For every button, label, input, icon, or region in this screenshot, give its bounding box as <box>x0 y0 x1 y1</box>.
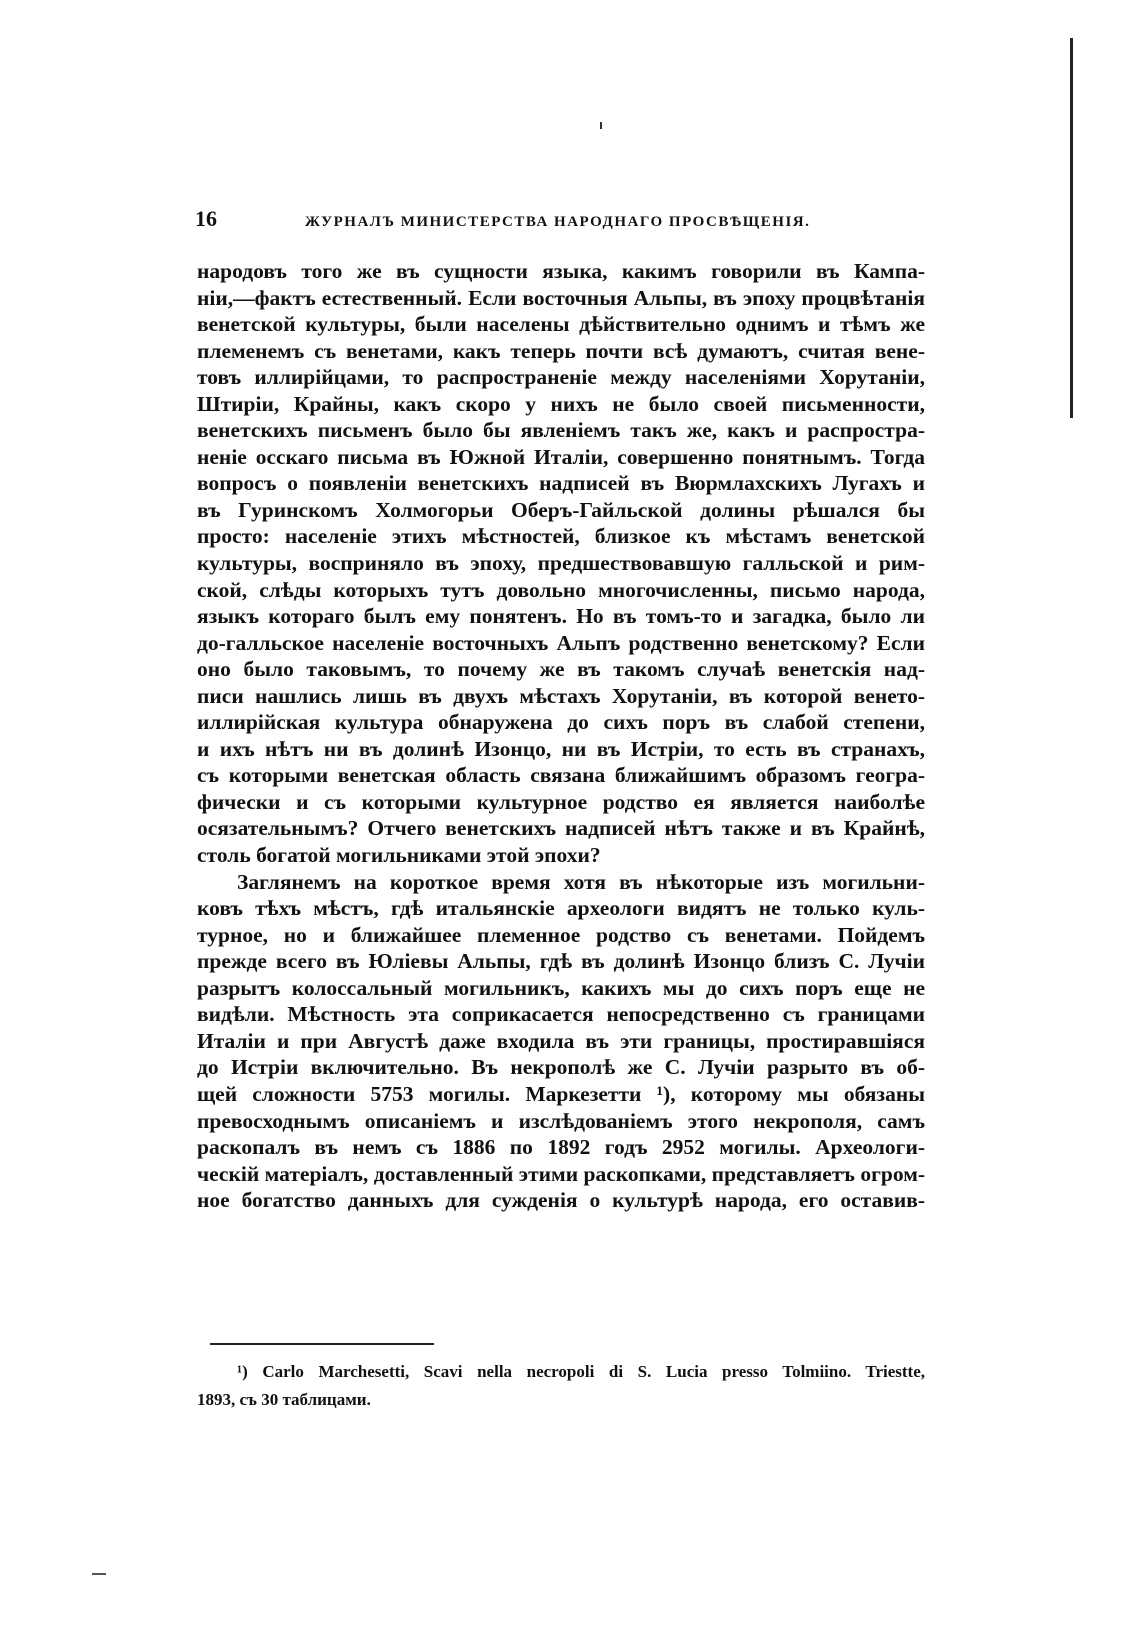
text-line: просто: населеніе этихъ мѣстностей, близкое къ мѣстамъ венетской <box>197 524 925 549</box>
text-line: до-галльское населеніе восточныхъ Альпъ родственно венетскому? Если <box>197 630 925 655</box>
text-line: ное богатство данныхъ для сужденія о культурѣ народа, его оставив- <box>197 1188 925 1213</box>
text-line: Италіи и при Августѣ даже входила въ эти границы, простиравшіяся <box>197 1028 925 1053</box>
footnote-line: 1893, съ 30 таблицами. <box>197 1390 371 1409</box>
text-line: народовъ того же въ сущности языка, какимъ говорили въ Кампа- <box>197 259 925 283</box>
footnote-line: ¹) Carlo Marchesetti, Scavi nella necropoli di S. Lucia presso Tolmiino. Triestte, <box>237 1362 925 1381</box>
text-line: писи нашлись лишь въ двухъ мѣстахъ Хорутаніи, въ которой венето- <box>197 683 925 708</box>
text-line: ніи,—фактъ естественный. Если восточныя Альпы, въ эпоху процвѣтанія <box>197 285 925 310</box>
paragraph-1 <box>197 258 925 869</box>
text-line: съ которыми венетская область связана ближайшимъ образомъ геогра- <box>197 763 925 788</box>
text-line: раскопалъ въ немъ съ 1886 по 1892 годъ 2952 могилы. Археологи- <box>197 1135 925 1160</box>
text-line: культуры, восприняло въ эпоху, предшествовавшую галльской и рим- <box>197 551 925 576</box>
scan-dash-mark <box>92 1573 106 1575</box>
text-line: Штиріи, Крайны, какъ скоро у нихъ не было своей письменности, <box>197 391 925 416</box>
text-line: осязательнымъ? Отчего венетскихъ надписей нѣтъ также и въ Крайнѣ, <box>197 816 925 841</box>
scan-edge-line <box>1070 38 1073 418</box>
footnote <box>197 1358 925 1414</box>
text-line: турное, но и ближайшее племенное родство съ венетами. Пойдемъ <box>197 922 925 947</box>
text-line: видѣли. Мѣстность эта соприкасается непосредственно съ границами <box>197 1002 925 1027</box>
text-line: племенемъ съ венетами, какъ теперь почти всѣ думаютъ, считая вене- <box>197 338 925 363</box>
text-line: венетской культуры, были населены дѣйствительно однимъ и тѣмъ же <box>197 312 925 337</box>
text-line: языкъ котораго былъ ему понятенъ. Но въ томъ-то и загадка, было ли <box>197 604 925 629</box>
text-line: фически и съ которыми культурное родство ея является наиболѣе <box>197 789 925 814</box>
text-line: вопросъ о появленіи венетскихъ надписей въ Вюрмлахскихъ Лугахъ и <box>197 471 925 496</box>
text-line: столь богатой могильниками этой эпохи? <box>197 843 601 868</box>
paragraph-2 <box>197 869 925 1214</box>
text-line: Заглянемъ на короткое время хотя въ нѣкоторые изъ могильни- <box>237 869 925 894</box>
page-header <box>195 206 915 236</box>
text-line: неніе осскаго письма въ Южной Италіи, совершенно понятнымъ. Тогда <box>197 444 925 469</box>
text-line: ческій матеріалъ, доставленный этими раскопками, представляетъ огром- <box>197 1161 925 1186</box>
text-line: прежде всего въ Юліевы Альпы, гдѣ въ долинѣ Изонцо близъ С. Лучіи <box>197 949 925 974</box>
text-line: и ихъ нѣтъ ни въ долинѣ Изонцо, ни въ Истріи, то есть въ странахъ, <box>197 736 925 761</box>
text-line: венетскихъ письменъ было бы явленіемъ такъ же, какъ и распростра- <box>197 418 925 443</box>
scan-speck <box>600 122 602 129</box>
footnote-divider <box>210 1343 434 1345</box>
body-text <box>197 258 925 1214</box>
page-number: 16 <box>195 206 217 231</box>
text-line: превосходнымъ описаніемъ и изслѣдованіемъ этого некрополя, самъ <box>197 1108 925 1133</box>
text-line: разрытъ колоссальный могильникъ, какихъ мы до сихъ поръ еще не <box>197 975 925 1000</box>
text-line: товъ иллирійцами, то распространеніе между населеніями Хорутаніи, <box>197 365 925 390</box>
text-line: щей сложности 5753 могилы. Маркезетти ¹), которому мы обязаны <box>197 1081 925 1106</box>
text-line: оно было таковымъ, то почему же въ такомъ случаѣ венетскія над- <box>197 657 925 682</box>
text-line: ковъ тѣхъ мѣстъ, гдѣ итальянскіе археологи видятъ не только куль- <box>197 896 925 921</box>
text-line: ской, слѣды которыхъ тутъ довольно многочисленны, письмо народа, <box>197 577 925 602</box>
text-line: въ Гуринскомъ Холмогорьи Оберъ-Гайльской долины рѣшался бы <box>197 497 925 522</box>
text-line: до Истріи включительно. Въ некрополѣ же С. Лучіи разрыто въ об- <box>197 1055 925 1080</box>
running-head: ЖУРНАЛЪ МИНИСТЕРСТВА НАРОДНАГО ПРОСВѢЩЕНІЯ. <box>305 214 811 230</box>
text-line: иллирійская культура обнаружена до сихъ поръ въ слабой степени, <box>197 710 925 735</box>
